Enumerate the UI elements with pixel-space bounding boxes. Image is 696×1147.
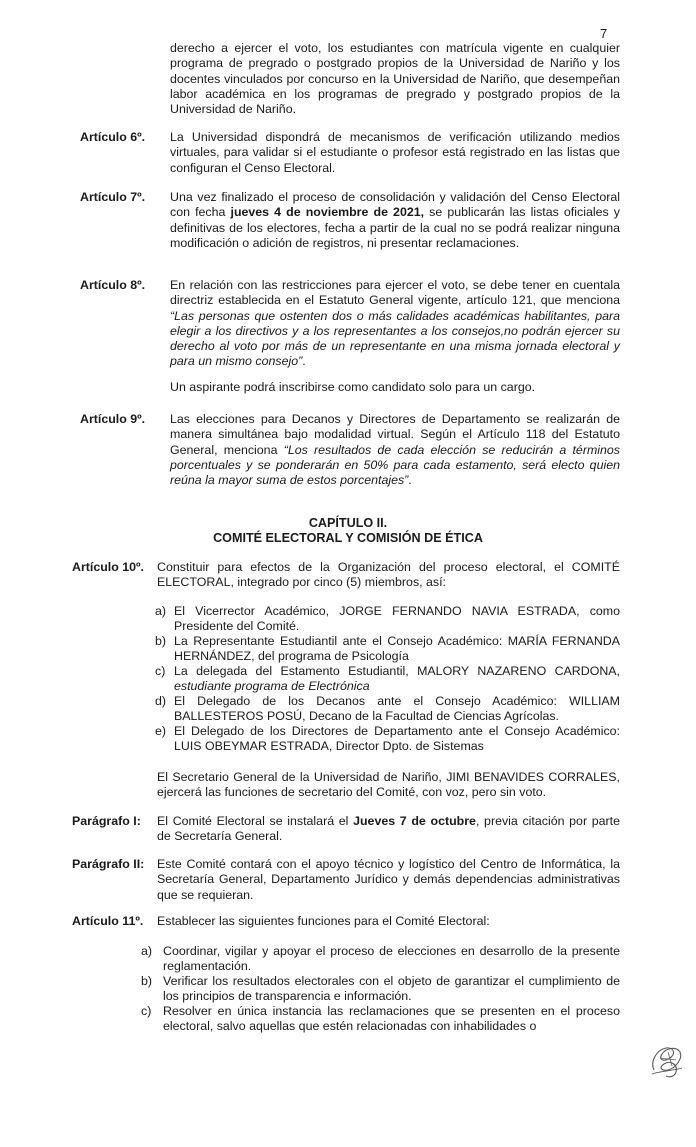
- page-number: 7: [600, 26, 608, 41]
- article-10-item-b-marker: b): [155, 634, 167, 648]
- article-8-text-end: .: [302, 354, 306, 369]
- article-10-item-a: El Vicerrector Académico, JORGE FERNANDO NAVIA ESTRADA, como Presidente del Comité.: [174, 604, 620, 634]
- chapter-number: CAPÍTULO II.: [308, 516, 388, 530]
- article-11-label: Artículo 11º.: [72, 914, 144, 928]
- article-10-item-b: La Representante Estudiantil ante el Consejo Académico: MARÍA FERNANDA HERNÁNDEZ, del programa de Psicología: [174, 634, 620, 664]
- article-9-text-part: Las elecciones para Decanos y Directores de Departamento se realizarán de manera simultánea bajo modalidad virtual. Según el Artículo 118 del Estatuto General, menciona: [170, 412, 620, 457]
- article-10-item-c-marker: c): [155, 664, 166, 678]
- paragrafo-1-text: [157, 814, 620, 845]
- article-10-text: Constituir para efectos de la Organización del proceso electoral, el COMITÉ ELECTORAL, integrado por cinco (5) miembros, así:: [157, 560, 620, 590]
- article-8-text-part: En relación con las restricciones para ejercer el voto, se debe tener en cuentala directriz establecida en el Estatuto General vigente, artículo 121, que menciona: [170, 278, 620, 308]
- article-8-text: [170, 278, 620, 370]
- article-7-date: jueves 4 de noviembre de 2021,: [230, 205, 425, 220]
- article-6-text: La Universidad dispondrá de mecanismos de verificación utilizando medios virtuales, para validar si el estudiante o profesor está registrado en las listas que configuran el Censo Electoral.: [170, 130, 620, 175]
- paragrafo-2-text: Este Comité contará con el apoyo técnico y logístico del Centro de Informática, la Secretaría General, Departamento Jurídico y demás dependencias administrativas que se requieran.: [157, 857, 620, 902]
- article-10-item-a-marker: a): [155, 604, 167, 618]
- article-11-item-b: Verificar los resultados electorales con el objeto de garantizar el cumplimiento de los principios de transparencia e información.: [163, 974, 620, 1004]
- article-11-item-c: Resolver en única instancia las reclamaciones que se presenten en el proceso electoral, salvo aquellas que estén relacionadas con inhabilidades o: [163, 1004, 620, 1034]
- article-9-label: Artículo 9º.: [80, 412, 146, 426]
- article-7-text: [170, 190, 620, 251]
- article-10-item-d-marker: d): [155, 694, 167, 708]
- article-10-item-c-program: estudiante programa de Electrónica: [174, 679, 370, 694]
- intro-paragraph: derecho a ejercer el voto, los estudiantes con matrícula vigente en cualquier programa de pregrado o postgrado propios de la Universidad de Nariño y los docentes vinculados por concurso en la Universidad de Nariño, que desempeñan labor académica en los programas de pregrado y postgrado propios de la Universidad de Nariño.: [170, 41, 620, 117]
- article-10-secretary: El Secretario General de la Universidad de Nariño, JIMI BENAVIDES CORRALES, ejercerá las funciones de secretario del Comité, con voz, pero sin voto.: [157, 770, 620, 800]
- article-10-item-e-marker: e): [155, 724, 167, 738]
- article-7-label: Artículo 7º.: [80, 190, 146, 204]
- article-10-item-c-text: La delegada del Estamento Estudiantil, MALORY NAZARENO CARDONA,: [174, 664, 620, 678]
- signature-initials: [646, 1040, 686, 1082]
- article-10-item-e: El Delegado de los Directores de Departamento ante el Consejo Académico: LUIS OBEYMAR ESTRADA, Director Dpto. de Sistemas: [174, 724, 620, 754]
- article-9-quote: “Los resultados de cada elección se reducirán a términos porcentuales y se ponderarán en 50% para cada estamento, será electo quien reúna la mayor suma de estos porcentajes”: [170, 442, 620, 488]
- article-7-text-part: se publicarán las listas oficiales y definitivas de los electores, fecha a partir de la cual no se podrá realizar ninguna modificación o adición de registros, ni presentar reclamaciones.: [170, 205, 620, 250]
- article-9-text-end: .: [408, 473, 412, 488]
- article-10-item-d: El Delegado de los Decanos ante el Consejo Académico: WILLIAM BALLESTEROS POSÚ, Decano de la Facultad de Ciencias Agrícolas.: [174, 694, 620, 724]
- article-8-label: Artículo 8º.: [80, 278, 146, 292]
- article-11-item-c-marker: c): [141, 1004, 152, 1018]
- paragrafo-1-text-part: El Comité Electoral se instalará el: [157, 814, 354, 828]
- article-11-item-a-marker: a): [141, 944, 153, 958]
- paragrafo-1-date: Jueves 7 de octubre: [353, 814, 476, 828]
- article-10-label: Artículo 10º.: [72, 560, 145, 574]
- article-11-item-b-marker: b): [141, 974, 153, 988]
- paragrafo-2-label: Parágrafo II:: [72, 857, 145, 871]
- article-7-text-part: Una vez finalizado el proceso de consolidación y validación del Censo Electoral con fecha: [170, 190, 620, 220]
- chapter-title: COMITÉ ELECTORAL Y COMISIÓN DE ÉTICA: [213, 531, 483, 545]
- article-9-text: [170, 412, 620, 488]
- article-10-item-c: [174, 664, 620, 695]
- article-8-quote: “Las personas que ostenten dos o más calidades académicas habilitantes, para elegir a los directivos y a los representantes a los consejos,no podrán ejercer su derecho al voto por más de un representante en una misma jornada electoral y para un mismo consejo”: [170, 308, 620, 369]
- paragrafo-1-label: Parágrafo I:: [72, 814, 141, 828]
- article-11-text: Establecer las siguientes funciones para el Comité Electoral:: [157, 914, 490, 928]
- article-8-note: Un aspirante podrá inscribirse como candidato solo para un cargo.: [170, 380, 536, 394]
- paragrafo-1-text-part: , previa citación por parte de Secretaría General.: [157, 814, 620, 844]
- article-11-item-a: Coordinar, vigilar y apoyar el proceso de elecciones en desarrollo de la presente reglamentación.: [163, 944, 620, 974]
- article-6-label: Artículo 6º.: [80, 130, 146, 144]
